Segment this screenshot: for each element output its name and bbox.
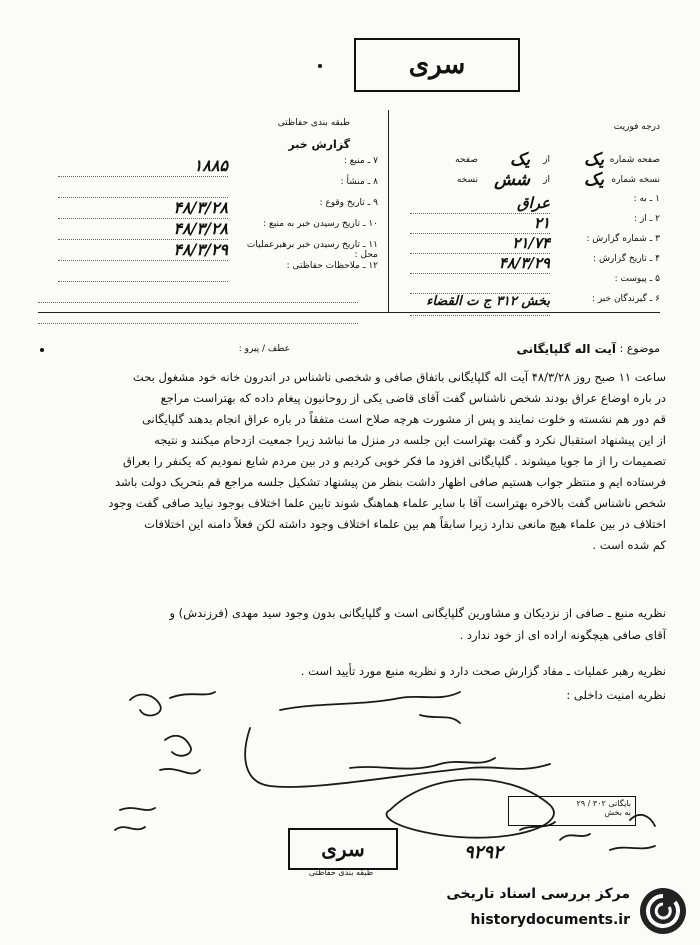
- numbered-row: [398, 294, 660, 316]
- bottom-secret-stamp: سری: [288, 828, 398, 870]
- archive-stamp-line: بایگانی ۳۰۲ / ۲۹: [576, 799, 631, 808]
- body-line: شخص ناشناس گفت بالاخره بهتراست آقا با سایر علماء هماهنگ شوند تابین علما اختلاف بوجود نیاید صافی گفت وجود: [108, 496, 666, 510]
- watermark: [412, 884, 692, 940]
- field-label: ۴ ـ تاریخ گزارش :: [593, 254, 660, 264]
- right-header-fields: [398, 150, 660, 316]
- field-value: عراق: [410, 194, 550, 214]
- field-label: ۲ ـ از :: [634, 214, 660, 224]
- field-label: ۸ ـ منشأ :: [340, 177, 378, 187]
- field-value: بخش ۳۱۲ ج ت القضاء: [410, 294, 550, 316]
- field-value: ۴۸/۳/۲۹: [410, 254, 550, 274]
- report-label: گزارش خبر: [288, 138, 350, 151]
- field-value: ۱۸۸۵: [58, 156, 228, 177]
- field-value: ۲۱/۷۴: [410, 234, 550, 254]
- subject-value: آیت اله گلپایگانی: [516, 342, 616, 356]
- archive-logo-icon: [638, 886, 688, 936]
- signature-stroke: [280, 692, 460, 723]
- signature-stroke: [115, 808, 155, 830]
- archive-stamp-line: به بخش: [604, 808, 631, 817]
- field-value: [58, 261, 228, 282]
- field-value: ۴۸/۳/۲۸: [58, 198, 228, 219]
- left-header-fields: [38, 156, 378, 324]
- signature-stroke: [160, 736, 200, 774]
- left-margin-dot: [40, 348, 44, 352]
- field-label: ۶ ـ گیرندگان خبر :: [591, 294, 660, 304]
- subject-row: [398, 342, 660, 356]
- field-row: [38, 156, 378, 177]
- internal-security-label: نظریه امنیت داخلی :: [566, 688, 666, 702]
- field-row: [38, 177, 378, 198]
- field-label: ۵ ـ پیوست :: [614, 274, 660, 284]
- field-value: [58, 177, 228, 198]
- field-mid: از: [543, 155, 550, 165]
- field-row: [38, 261, 378, 282]
- signature-stroke: [130, 692, 215, 715]
- field-end: صفحه: [455, 155, 478, 165]
- field-label: ۱ ـ به :: [633, 194, 660, 204]
- field-value: [410, 274, 550, 294]
- field-row: [38, 198, 378, 219]
- body-line: فرستاده ایم و منتظر جواب هستیم صافی اظهار داشت بنظر من پیشنهاد تشکیل جلسه مراجع قم بتحریک دولت باشد: [114, 475, 666, 489]
- field-label: نسخه شماره: [611, 175, 660, 185]
- field-mid: از: [543, 175, 550, 185]
- field-label: ۱۱ ـ تاریخ رسیدن خبر برهبرعملیات محل :: [246, 240, 378, 260]
- field-label: ۳ ـ شماره گزارش :: [586, 234, 660, 244]
- body-line: اختلاف در بین علماء هیچ مانعی ندارد زیرا سابقاً هم بین علماء اختلاف وجود داشته لکن فعلاً دامنه این اختلافات: [144, 517, 666, 531]
- body-line: در باره اوضاع عراق بودند شخص ناشناس گفت آقای قاضی یکی از روحانیون پیغام داده که بهتراست مراجع: [160, 391, 666, 405]
- classification-label: طبقه بندی حفاظتی: [277, 118, 350, 128]
- numbered-row: [398, 254, 660, 274]
- body-line: قم دور هم نشسته و خلوت نمایند و پس از مشورت هرچه صلاح است متفقاً در باره عراق انجام بدهند گلپایگانی: [141, 412, 666, 426]
- body-line: از این پیشنهاد استقبال نکرد و گفت بهتراست این جلسه در منزل ما نباشد زیرا جمعیت ازدحام میکنند و نتیجه: [154, 433, 666, 447]
- source-opinion-line: آقای صافی هیچگونه اراده ای از خود ندارد .: [459, 628, 666, 642]
- copy-count-row: [398, 170, 660, 190]
- watermark-title: مرکز بررسی اسناد تاریخی: [446, 886, 630, 902]
- atf-label: عطف / پیرو :: [238, 344, 290, 354]
- header-center-rule: [388, 110, 389, 312]
- field-row: [38, 219, 378, 240]
- priority-label: درجه فوریت: [613, 122, 660, 132]
- subject-label: موضوع :: [619, 342, 660, 355]
- field-label: ۱۰ ـ تاریخ رسیدن خبر به منبع :: [263, 219, 378, 229]
- blank-line: [38, 282, 358, 303]
- field-label: ۹ ـ تاریخ وقوع :: [319, 198, 378, 208]
- operations-opinion: نظریه رهبر عملیات ـ مفاد گزارش صحت دارد و نظریه منبع مورد تأیید است .: [300, 664, 666, 678]
- field-value: یک: [584, 150, 604, 170]
- field-value: یک: [510, 150, 530, 170]
- document-number: ۹۲۹۲: [464, 842, 503, 863]
- field-value: یک: [584, 170, 604, 190]
- numbered-row: [398, 274, 660, 294]
- numbered-row: [398, 214, 660, 234]
- numbered-row: [398, 234, 660, 254]
- body-line: کم شده است .: [592, 538, 666, 552]
- blank-line: [38, 303, 358, 324]
- top-stamp-dot: [318, 64, 322, 68]
- field-value: ۲۱: [410, 214, 550, 234]
- numbered-row: [398, 194, 660, 214]
- field-label: ۷ ـ منبع :: [343, 156, 378, 166]
- watermark-url: historydocuments.ir: [470, 912, 630, 928]
- bottom-stamp-caption: طبقه بندی حفاظتی: [308, 868, 374, 877]
- field-label: ۱۲ ـ ملاحظات حفاظتی :: [286, 261, 378, 271]
- body-line: تصمیمات را از ما جویا میشوند . گلپایگانی افزود ما فکر خوبی کردیم و در بین مردم شایع نمودیم که یکنفر را بعراق: [122, 454, 666, 468]
- source-opinion-line: نظریه منبع ـ صافی از نزدیکان و مشاورین گلپایگانی است و گلپایگانی بدون وجود سید مهدی (فرزندش) و: [169, 606, 666, 620]
- report-body: [36, 370, 666, 559]
- page-count-row: [398, 150, 660, 170]
- field-value: ۴۸/۳/۲۹: [58, 240, 228, 261]
- field-end: نسخه: [456, 175, 478, 185]
- source-opinion: [36, 606, 666, 650]
- archive-stamp: [508, 796, 636, 826]
- field-value: ۴۸/۳/۲۸: [58, 219, 228, 240]
- signature-stroke: [245, 728, 550, 787]
- body-line: ساعت ۱۱ صبح روز ۴۸/۳/۲۸ آیت اله گلپایگانی باتفاق صافی و شخصی ناشناس در اندرون خانه خود مشغول بحث: [132, 370, 666, 384]
- top-secret-stamp: سری: [354, 38, 520, 92]
- field-value: شش: [494, 170, 530, 190]
- field-row: [38, 240, 378, 261]
- field-label: صفحه شماره: [609, 155, 660, 165]
